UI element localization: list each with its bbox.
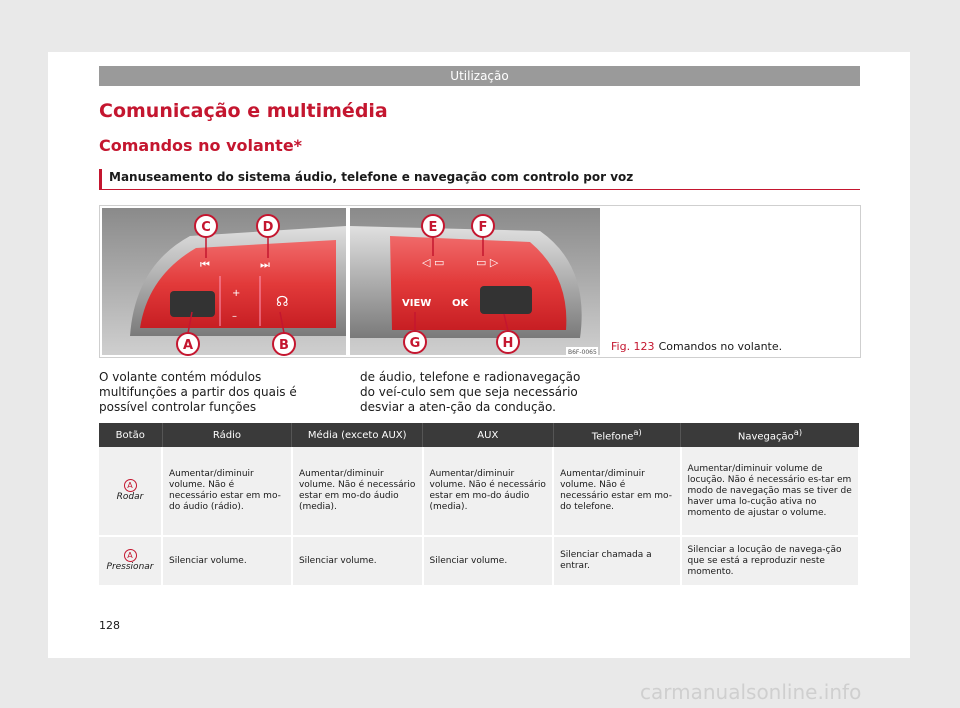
right-menu-icon: ▭ ▷ — [476, 256, 499, 269]
section-heading-text: Manuseamento do sistema áudio, telefone e navegação com controlo por voz — [109, 170, 634, 184]
button-action: Pressionar — [106, 562, 154, 572]
col-header-navegacao: Navegação$^{a)}$ — [681, 423, 859, 447]
left-menu-icon: ◁ ▭ — [422, 256, 445, 269]
minus-symbol: – — [232, 311, 237, 322]
table-cell: Aumentar/diminuir volume. Não é necessário estar em mo-do áudio (media). — [292, 447, 423, 536]
plus-symbol: + — [232, 288, 241, 299]
heading-bar — [99, 169, 102, 189]
label-b: B — [279, 338, 289, 353]
subtitle: Comandos no volante* — [99, 136, 303, 155]
col-header: Botão — [99, 423, 162, 447]
label-h: H — [502, 336, 514, 351]
label-f: F — [478, 220, 488, 235]
next-track-icon: ⏭ — [260, 258, 270, 271]
table-cell: Aumentar/diminuir volume de locução. Não é necessário es-tar em modo de navegação mas se tiver de haver uma lo-cução ativa no momento de ajustar o volume. — [681, 447, 859, 536]
table-cell: Silenciar volume. — [292, 536, 423, 586]
ok-button-text: OK — [452, 298, 469, 309]
button-letter-badge: A — [124, 479, 137, 492]
figure-caption — [611, 340, 782, 353]
table-header-row — [99, 423, 859, 447]
label-a: A — [182, 338, 194, 353]
button-cell — [99, 536, 162, 586]
col-header: AUX — [423, 423, 554, 447]
steering-wheel-illustration — [100, 206, 860, 357]
label-g: G — [409, 336, 421, 351]
table-cell: Silenciar chamada a entrar. — [553, 536, 680, 586]
col-header: Média (exceto AUX) — [292, 423, 423, 447]
table-row — [99, 536, 859, 586]
table-cell: Aumentar/diminuir volume. Não é necessário estar em mo-do áudio (rádio). — [162, 447, 292, 536]
label-c: C — [201, 220, 211, 235]
page-number: 128 — [99, 619, 120, 632]
button-cell — [99, 447, 162, 536]
right-scroll-wheel — [480, 286, 532, 314]
page-title: Comunicação e multimédia — [99, 100, 388, 122]
commands-table — [99, 423, 860, 587]
view-button-text: VIEW — [402, 298, 432, 309]
body-paragraph-1: O volante contém módulos multifunções a partir dos quais é possível controlar funções — [99, 370, 297, 414]
label-e: E — [428, 220, 438, 235]
voice-control-icon: ☊ — [276, 294, 289, 310]
figure-code: B6F-0065 — [568, 349, 597, 356]
table-cell: Silenciar volume. — [162, 536, 292, 586]
section-header: Utilização — [99, 66, 860, 86]
prev-track-icon: ⏮ — [200, 258, 210, 271]
section-heading — [99, 167, 860, 190]
col-header: Rádio — [162, 423, 292, 447]
label-d: D — [262, 220, 274, 235]
caption-number: Fig. 123 — [611, 340, 655, 353]
table-cell: Silenciar a locução de navega-ção que se está a reproduzir neste momento. — [681, 536, 859, 586]
figure-steering-controls — [99, 205, 861, 358]
col-header-telefone: Telefone$^{a)}$ — [553, 423, 680, 447]
body-paragraph-2: de áudio, telefone e radionavegação do veí-culo sem que seja necessário desviar a aten-ção da condução. — [360, 370, 581, 414]
button-letter-badge: A — [124, 549, 137, 562]
watermark: carmanualsonline.info — [640, 680, 862, 704]
caption-text: Comandos no volante. — [658, 340, 783, 353]
button-action: Rodar — [116, 492, 144, 502]
table-row — [99, 447, 859, 536]
table-cell: Aumentar/diminuir volume. Não é necessário estar em mo-do telefone. — [553, 447, 680, 536]
table-cell: Silenciar volume. — [423, 536, 554, 586]
table-cell: Aumentar/diminuir volume. Não é necessário estar em mo-do áudio (media). — [423, 447, 554, 536]
